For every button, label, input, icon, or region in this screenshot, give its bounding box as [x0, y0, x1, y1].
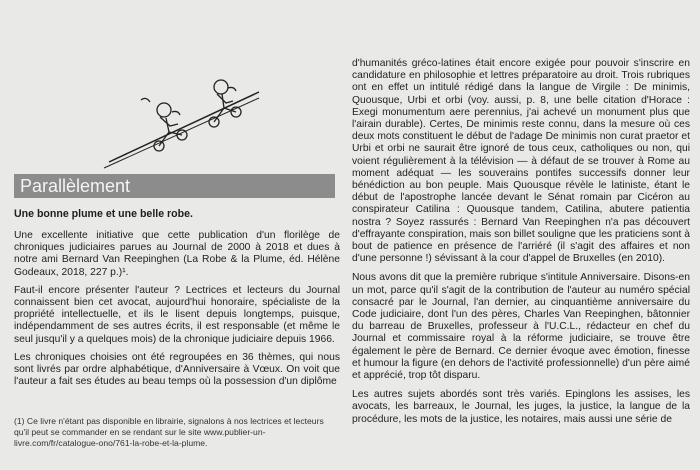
right-paragraph: d'humanités gréco-latines était encore exigée pour pouvoir s'inscrire en candidature en philosophie et lettres préparatoire au droit. Trois rubriques ont en effet un intitulé rédigé dans la langue de Virgile : De minimis, Quousque, Urbi et orbi (voy. aussi, p. 8, une belle citation d'Horace : Exegi monumentum aere perennius, j'ai achevé un monument plus que l'airain durable). Certes, De minimis reste connu, dans la mesure où ces deux mots constituent le début de l'adage De minimis non curat praetor et Urbi et orbi ne saurait être ignoré de tous ceux, catholiques ou non, qui voient régulièrement à la télévision — à défaut de se trouver à Rome au moment adéquat — les souverains pontifes successifs donner leur bénédiction au bon peuple. Mais Quousque révèle le latiniste, étant le début de l'apostrophe lancée devant le Sénat romain par Cicéron au conspirateur Catilina : Quousque tandem, Catilina, abutere patientia nostra ? Soyez rassurés : Bernard Van Reepinghen n'a pas découvert d'effrayante conspiration, mais son billet souligne que les praticiens sont à bout de patience en présence de l'arriéré (il s'agit des affaires et non d'une personne !) sévissant à la cour d'appel de Bruxelles (en 2010). — [352, 58, 690, 265]
right-paragraph: Les autres sujets abordés sont très variés. Epinglons les assises, les avocats, les barreaux, le Journal, les juges, la justice, la langue de la procédure, les mots de la justice, les notaires, mais aussi une série de — [352, 389, 690, 425]
left-paragraph: Faut-il encore présenter l'auteur ? Lectrices et lecteurs du Journal connaissent bien cet avocat, aujourd'hui honoraire, spécialiste de la propriété intellectuelle, et ils le lisent depuis longtemps, puisque, indépendamment de ses autres écrits, il est responsable (et même le seul jusqu'il y a quelques mois) de la chronique judiciaire depuis 1966. — [14, 284, 340, 345]
section-title: Parallèlement — [20, 176, 131, 196]
left-paragraph: Les chroniques choisies ont été regroupées en 36 thèmes, qui nous sont livrés par ordre alphabétique, d'Anniversaire à Vœux. On voit que l'auteur a fait ses études au beau temps où la possession d'un diplôme — [14, 351, 340, 388]
footnote: (1) Ce livre n'étant pas disponible en librairie, signalons à nos lectrices et lecteurs qu'il peut se commander en se rendant sur le site www.publier-un-livre.com/fr/catalogue-ono/761-la-robe-et-la-plume. — [14, 416, 324, 448]
cyclists-illustration — [14, 70, 339, 170]
left-column — [14, 204, 340, 394]
article-subtitle: Une bonne plume et une belle robe. — [14, 208, 193, 220]
illustration-area — [14, 70, 339, 175]
section-banner — [14, 174, 335, 198]
rider-2-drawing — [209, 80, 241, 127]
right-paragraph: Nous avons dit que la première rubrique s'intitule Anniversaire. Disons-en un mot, parce qu'il s'agit de la contribution de l'auteur au numéro spécial consacré par le Journal, l'an dernier, au cinquantième anniversaire du Code judiciaire, dont l'un des pères, Charles Van Reepinghen, bâtonnier du barreau de Bruxelles, professeur à l'U.C.L., rédacteur en chef du Journal et commissaire royal à la réforme judiciaire, se trouve être également le père de Bernard. Ce dernier évoque avec émotion, finesse et humour la figure (en dehors de l'activité professionnelle) d'un père aimé et apprécié, trop tôt disparu. — [352, 272, 690, 382]
left-paragraph: Une excellente initiative que cette publication d'un florilège de chroniques judiciaires parues au Journal de 2000 à 2018 et dues à notre ami Bernard Van Reepinghen (La Robe & la Plume, éd. Hélène Godeaux, 2018, 227 p.)¹. — [14, 230, 340, 278]
right-column — [352, 58, 690, 433]
